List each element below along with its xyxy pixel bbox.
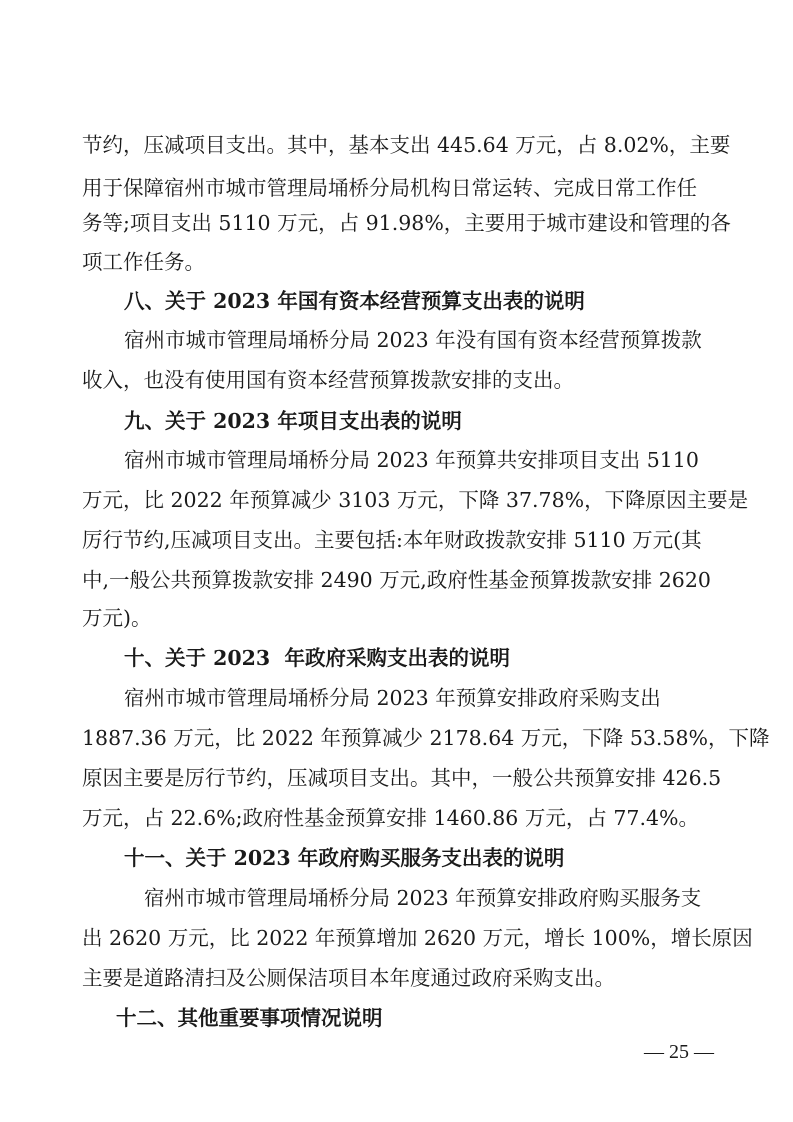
- paragraph-line: 万元，比 2022 年预算减少 3103 万元，下降 37.78%，下降原因主要是: [82, 488, 749, 512]
- paragraph-line: 万元)。: [82, 606, 152, 630]
- paragraph-line: 原因主要是厉行节约，压减项目支出。其中，一般公共预算安排 426.5: [82, 766, 722, 790]
- section-heading-11: 十一、关于 2023 年政府购买服务支出表的说明: [124, 846, 565, 870]
- paragraph-line: 务等;项目支出 5110 万元，占 91.98%，主要用于城市建设和管理的各: [82, 211, 731, 235]
- section-heading-8: 八、关于 2023 年国有资本经营预算支出表的说明: [124, 289, 585, 313]
- paragraph-line: 厉行节约,压减项目支出。主要包括:本年财政拨款安排 5110 万元(其: [82, 528, 702, 552]
- paragraph-line: 用于保障宿州市城市管理局埇桥分局机构日常运转、完成日常工作任: [82, 176, 697, 200]
- section-heading-10: 十、关于 2023 年政府采购支出表的说明: [124, 646, 510, 670]
- paragraph-line: 宿州市城市管理局埇桥分局 2023 年没有国有资本经营预算拨款: [124, 328, 702, 352]
- paragraph-line: 项工作任务。: [82, 250, 205, 274]
- paragraph-line: 主要是道路清扫及公厕保洁项目本年度通过政府采购支出。: [82, 966, 615, 990]
- paragraph-line: 1887.36 万元，比 2022 年预算减少 2178.64 万元，下降 53.58%，下降: [82, 726, 770, 750]
- paragraph-line: 收入，也没有使用国有资本经营预算拨款安排的支出。: [82, 368, 574, 392]
- paragraph-line: 宿州市城市管理局埇桥分局 2023 年预算共安排项目支出 5110: [124, 448, 699, 472]
- section-heading-12: 十二、其他重要事项情况说明: [116, 1006, 383, 1030]
- paragraph-line: 宿州市城市管理局埇桥分局 2023 年预算安排政府采购支出: [124, 686, 661, 710]
- paragraph-line: 宿州市城市管理局埇桥分局 2023 年预算安排政府购买服务支: [144, 886, 702, 910]
- paragraph-line: 万元，占 22.6%;政府性基金预算安排 1460.86 万元，占 77.4%。: [82, 806, 699, 830]
- paragraph-line: 节约，压减项目支出。其中，基本支出 445.64 万元，占 8.02%，主要: [82, 133, 731, 157]
- paragraph-line: 出 2620 万元，比 2022 年预算增加 2620 万元，增长 100%，增长原因: [82, 926, 753, 950]
- paragraph-line: 中,一般公共预算拨款安排 2490 万元,政府性基金预算拨款安排 2620: [82, 568, 711, 592]
- page-number: — 25 —: [644, 1041, 714, 1063]
- section-heading-9: 九、关于 2023 年项目支出表的说明: [124, 409, 462, 433]
